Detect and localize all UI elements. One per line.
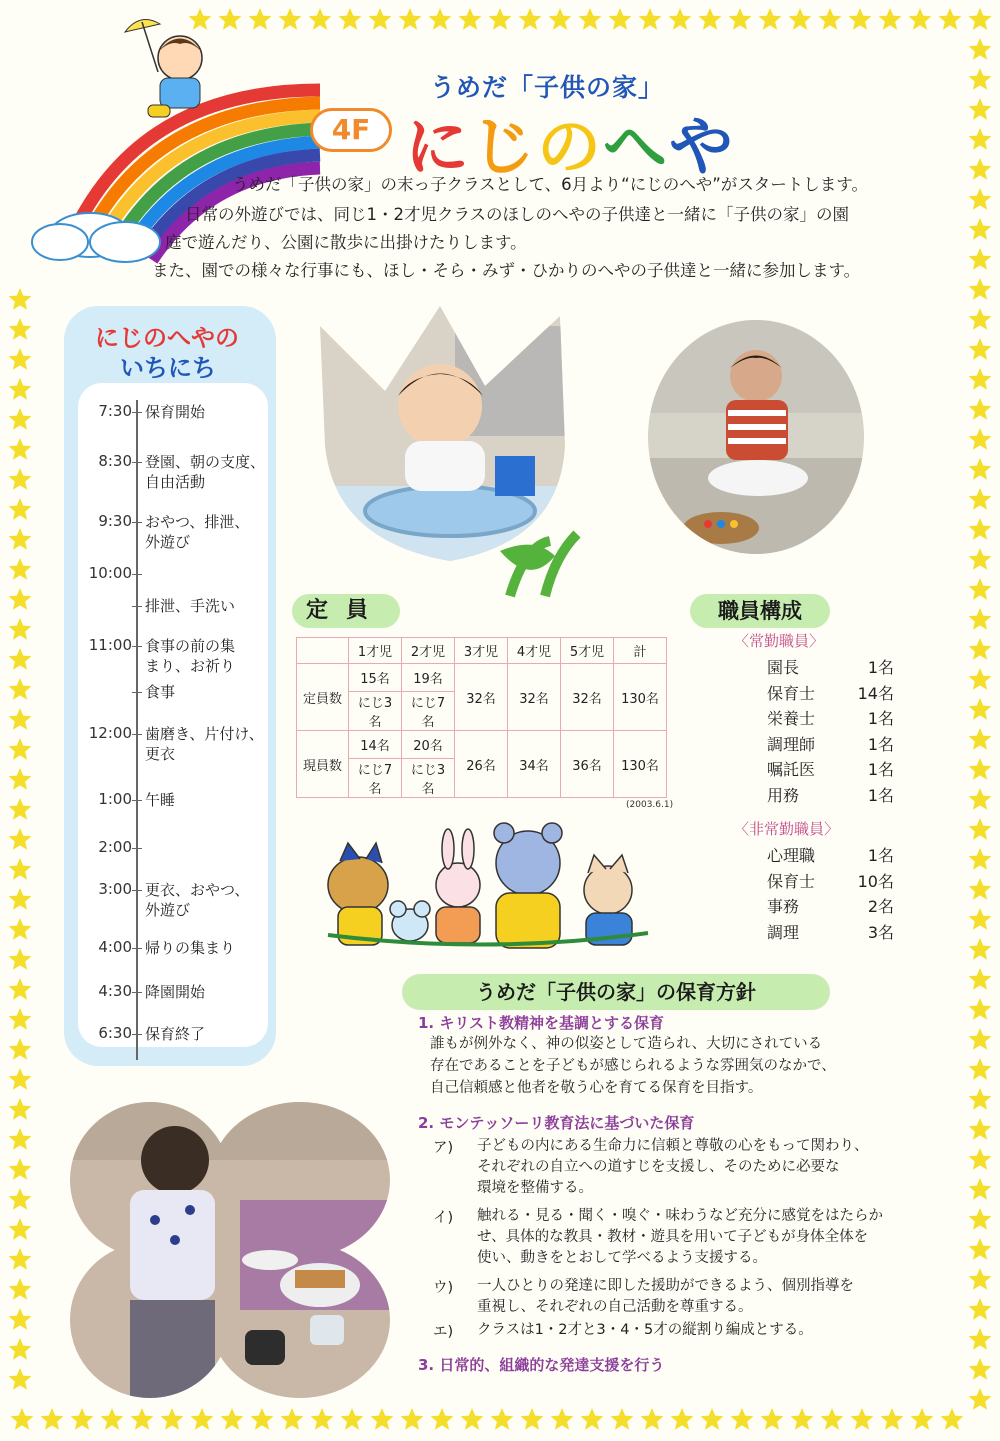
timeline-activity: 自由活動 [145,473,206,491]
table-cell: にじ3名 [349,692,402,731]
star-icon [969,1148,992,1170]
star-icon [9,318,32,340]
policy-item-line: 重視し、それぞれの自己活動を尊重する。 [477,1299,753,1315]
table-row [297,731,667,759]
star-icon [969,128,992,150]
intro-line: 日常の外遊びでは、同じ1・2才児クラスのほしのへやの子供達と一緒に「子供の家」の園 [185,205,850,224]
staff-role: 調理 [767,922,800,942]
floor-badge: 4F [310,108,392,152]
policy-item-line: クラスは1・2才と3・4・5才の縦割り編成とする。 [477,1322,813,1338]
timeline-tick [132,992,142,993]
star-icon [969,338,992,360]
star-icon [791,1408,814,1430]
timeline-time: 11:00 [88,636,132,654]
timeline-time: 1:00 [98,790,132,808]
star-icon [9,888,32,910]
star-icon [969,1118,992,1140]
timeline-activity: 食事の前の集 [145,637,236,655]
row-label: 定員数 [297,664,349,731]
table-header-cell: 5才児 [561,638,614,664]
star-icon [9,1098,32,1120]
timeline-activity: 保育終了 [145,1025,206,1043]
star-icon [699,8,722,30]
star-icon [311,1408,334,1430]
star-icon [551,1408,574,1430]
star-icon [221,1408,244,1430]
star-icon [9,798,32,820]
staff-count: 1名 [867,734,894,754]
star-icon [9,1218,32,1240]
star-icon [161,1408,184,1430]
star-icon [969,158,992,180]
star-icon [9,858,32,880]
star-icon [339,8,362,30]
staff-role: 用務 [767,785,800,805]
staff-count: 10名 [857,871,894,891]
timeline-tick [132,606,142,607]
star-icon [819,8,842,30]
star-icon [9,708,32,730]
staff-role: 保育士 [767,683,816,703]
staff-role: 園長 [767,658,800,677]
star-icon [429,8,452,30]
timeline-time: 12:00 [88,724,132,742]
star-icon [9,1188,32,1210]
star-icon [881,1408,904,1430]
policy-heading: うめだ「子供の家」の保育方針 [402,974,830,1010]
star-icon [671,1408,694,1430]
table-cell: 32名 [455,664,508,731]
title-char: や [669,111,735,185]
staff-count: 3名 [867,922,894,942]
star-icon [969,428,992,450]
table-header-row [297,638,667,664]
star-icon [969,938,992,960]
timeline-activity: 降園開始 [145,983,206,1001]
star-icon [521,1408,544,1430]
star-icon [969,278,992,300]
timeline-activity: 登園、朝の支度、 [145,453,266,471]
star-icon [9,618,32,640]
star-icon [9,438,32,460]
star-icon [969,908,992,930]
title-char: へ [603,111,669,185]
star-icon [9,648,32,670]
staff-count: 1名 [867,658,894,677]
star-icon [731,1408,754,1430]
star-icon [969,548,992,570]
star-icon [581,1408,604,1430]
table-cell: 34名 [508,731,561,798]
star-icon [9,948,32,970]
star-icon [519,8,542,30]
star-icon [969,68,992,90]
schedule-subtitle: いちにち [120,354,216,382]
policy-item-line: それぞれの自立への道すじを支援し、そのために必要な [477,1159,840,1175]
timeline-tick [132,412,142,413]
star-icon [641,1408,664,1430]
staff-role: 嘱託医 [767,760,816,779]
timeline-activity: 外遊び [145,901,191,919]
timeline-activity: 更衣 [145,745,176,763]
staff-count: 1名 [867,709,894,728]
timeline-activity: 外遊び [145,533,191,551]
policy-1-line: 誰もが例外なく、神の似姿として造られ、大切にされている [430,1036,823,1052]
star-icon [9,768,32,790]
policy-item-line: 環境を整備する。 [477,1180,593,1196]
table-cell: 36名 [561,731,614,798]
star-icon [341,1408,364,1430]
policy-item-mark: ウ) [433,1280,454,1296]
policy-item-line: せ、具体的な教具・教材・遊具を用いて子どもが身体全体を [477,1229,869,1245]
star-icon [9,288,32,310]
star-icon [969,458,992,480]
timeline-activity: 排泄、手洗い [145,597,236,615]
animals-illustration [318,815,658,970]
policy-item-mark: ア) [433,1140,454,1156]
timeline-time: 2:00 [98,838,132,856]
table-header-cell: 4才児 [508,638,561,664]
policy-1-line: 自己信頼感と他者を敬う心を育てる保育を目指す。 [430,1080,763,1096]
star-icon [969,698,992,720]
staff-role: 心理職 [767,846,816,865]
star-icon [9,678,32,700]
star-icon [969,1358,992,1380]
star-icon [491,1408,514,1430]
policy-1-heading: 1. キリスト教精神を基調とする保育 [418,1014,665,1032]
table-cell: 130名 [614,664,667,731]
star-icon [969,998,992,1020]
star-icon [969,638,992,660]
star-icon [969,518,992,540]
timeline-tick [132,948,142,949]
timeline-time: 4:30 [98,982,132,1000]
photo-clover-child [70,1100,390,1400]
star-icon [9,1158,32,1180]
policy-item-line: 子どもの内にある生命力に信頼と尊敬の心をもって関わり、 [477,1138,869,1154]
timeline-tick [132,800,142,801]
star-icon [399,8,422,30]
star-icon [9,1038,32,1060]
table-cell: 32名 [561,664,614,731]
star-icon [759,8,782,30]
policy-item-mark: イ) [433,1210,454,1226]
policy-item-line: 触れる・見る・聞く・嗅ぐ・味わうなど充分に感覚をはたらか [477,1208,883,1224]
timeline-time: 10:00 [88,564,132,582]
policy-2-heading: 2. モンテッソーリ教育法に基づいた保育 [418,1114,695,1132]
timeline-tick [132,890,142,891]
star-icon [191,1408,214,1430]
star-icon [911,1408,934,1430]
star-icon [71,1408,94,1430]
star-icon [9,828,32,850]
star-icon [41,1408,64,1430]
policy-item-mark: エ) [433,1324,454,1340]
table-header-cell: 計 [614,638,667,664]
timeline-activity: 帰りの集まり [145,939,236,957]
star-icon [969,1388,992,1410]
star-icon [969,668,992,690]
schedule-title-text: にじのへやの [95,324,239,352]
star-icon [969,368,992,390]
star-icon [251,1408,274,1430]
timeline-time: 6:30 [98,1024,132,1042]
star-icon [969,488,992,510]
star-icon [579,8,602,30]
star-icon [969,248,992,270]
star-icon [939,8,962,30]
star-icon [729,8,752,30]
star-icon [969,1178,992,1200]
timeline-activity: 更衣、おやつ、 [145,881,250,899]
star-icon [789,8,812,30]
table-header-cell: 2才児 [402,638,455,664]
timeline-time: 4:00 [98,938,132,956]
star-icon [969,1238,992,1260]
staff-role: 栄養士 [767,709,816,728]
star-icon [969,818,992,840]
star-icon [489,8,512,30]
intro-line: うめだ「子供の家」の末っ子クラスとして、6月より“にじのへや”がスタートします。 [232,175,868,194]
star-icon [909,8,932,30]
staff-role: 保育士 [767,871,816,891]
timeline-activity: 保育開始 [145,403,206,421]
star-icon [9,1128,32,1150]
staff-role: 調理師 [767,734,816,754]
star-icon [701,1408,724,1430]
star-icon [969,1328,992,1350]
title-char: に [405,111,471,185]
star-icon [459,8,482,30]
policy-item-line: 一人ひとりの発達に即した援助ができるよう、個別指導を [477,1278,854,1294]
star-icon [669,8,692,30]
star-icon [9,588,32,610]
timeline-time: 9:30 [98,512,132,530]
star-icon [969,578,992,600]
star-icon [431,1408,454,1430]
staff-count: 14名 [857,683,894,703]
intro-line: また、園での様々な行事にも、ほし・そら・みず・ひかりのへやの子供達と一緒に参加します。 [152,261,861,280]
star-icon [969,1268,992,1290]
star-icon [969,38,992,60]
table-cell: 26名 [455,731,508,798]
star-icon [9,528,32,550]
star-icon [9,1068,32,1090]
timeline-activity: 午睡 [145,791,176,809]
table-cell: 20名 [402,731,455,759]
timeline-tick [132,848,142,849]
table-cell: にじ7名 [349,759,402,798]
table-corner-cell [297,638,349,664]
timeline-tick [132,462,142,463]
policy-3-heading: 3. 日常的、組織的な発達支援を行う [418,1356,665,1374]
table-cell: 19名 [402,664,455,692]
table-cell: にじ3名 [402,759,455,798]
timeline-tick [132,692,142,693]
table-cell: 32名 [508,664,561,731]
staff-count: 2名 [867,897,894,916]
title-char: の [537,111,603,185]
timeline-tick [132,574,142,575]
timeline-tick [132,734,142,735]
star-icon [969,8,992,30]
star-icon [639,8,662,30]
star-icon [371,1408,394,1430]
capacity-heading: 定員 [292,594,400,628]
star-icon [9,498,32,520]
star-icon [969,608,992,630]
staff-role: 事務 [767,897,800,916]
star-icon [969,218,992,240]
star-icon [9,1368,32,1390]
table-header-cell: 3才児 [455,638,508,664]
intro-line: 庭で遊んだり、公園に散歩に出掛けたりします。 [165,233,527,252]
star-icon [969,1058,992,1080]
star-icon [9,1308,32,1330]
policy-item-line: 使い、動きをとおして学べるよう支援する。 [477,1250,767,1266]
timeline-tick [132,1034,142,1035]
table-cell: 14名 [349,731,402,759]
capacity-date: (2003.6.1) [626,800,674,810]
timeline-tick [132,522,142,523]
star-icon [969,1028,992,1050]
staff-count: 1名 [867,760,894,779]
star-icon [969,728,992,750]
star-icon [969,1298,992,1320]
photo-tulip-child [305,296,590,608]
star-icon [609,8,632,30]
star-icon [461,1408,484,1430]
timeline-time: 7:30 [98,402,132,420]
star-icon [761,1408,784,1430]
staff-group-label: 〈非常勤職員〉 [734,820,840,838]
timeline-activity: 歯磨き、片付け、 [145,725,264,743]
star-icon [969,98,992,120]
star-icon [9,738,32,760]
star-icon [969,788,992,810]
star-icon [281,1408,304,1430]
star-icon [9,468,32,490]
staff-count: 1名 [867,785,894,805]
star-icon [9,558,32,580]
timeline-activity: まり、お祈り [145,657,236,675]
timeline-activity: おやつ、排泄、 [145,513,250,531]
policy-1-line: 存在であることを子どもが感じられるような雰囲気のなかで、 [430,1058,836,1074]
capacity-table [296,637,667,798]
table-cell: にじ7名 [402,692,455,731]
star-icon [941,1408,964,1430]
row-label: 現員数 [297,731,349,798]
star-icon [879,8,902,30]
timeline-tick [132,646,142,647]
star-icon [131,1408,154,1430]
star-icon [369,8,392,30]
timeline-time: 8:30 [98,452,132,470]
star-icon [969,1208,992,1230]
star-icon [849,8,872,30]
star-icon [969,188,992,210]
star-icon [9,1008,32,1030]
star-icon [969,878,992,900]
table-header-cell: 1才児 [349,638,402,664]
title-char: じ [471,111,537,185]
star-icon [401,1408,424,1430]
staff-group-label: 〈常勤職員〉 [734,632,825,650]
star-icon [549,8,572,30]
star-icon [9,918,32,940]
table-cell: 15名 [349,664,402,692]
star-icon [101,1408,124,1430]
star-icon [969,968,992,990]
table-cell: 130名 [614,731,667,798]
timeline-time: 3:00 [98,880,132,898]
star-icon [9,348,32,370]
star-icon [9,408,32,430]
timeline-activity: 食事 [145,683,176,701]
star-icon [851,1408,874,1430]
star-icon [9,1338,32,1360]
timeline-axis [136,400,138,1060]
star-icon [9,378,32,400]
star-icon [9,1278,32,1300]
staff-count: 1名 [867,846,894,865]
star-icon [9,978,32,1000]
star-icon [969,308,992,330]
star-icon [969,848,992,870]
star-icon [969,398,992,420]
sub-title: うめだ「子供の家」 [430,73,665,102]
star-icon [821,1408,844,1430]
star-icon [969,758,992,780]
star-icon [11,1408,34,1430]
photo-oval-child [646,318,866,556]
star-icon [9,1248,32,1270]
table-row [297,664,667,692]
staff-heading: 職員構成 [690,594,830,628]
star-icon [611,1408,634,1430]
star-icon [969,1088,992,1110]
